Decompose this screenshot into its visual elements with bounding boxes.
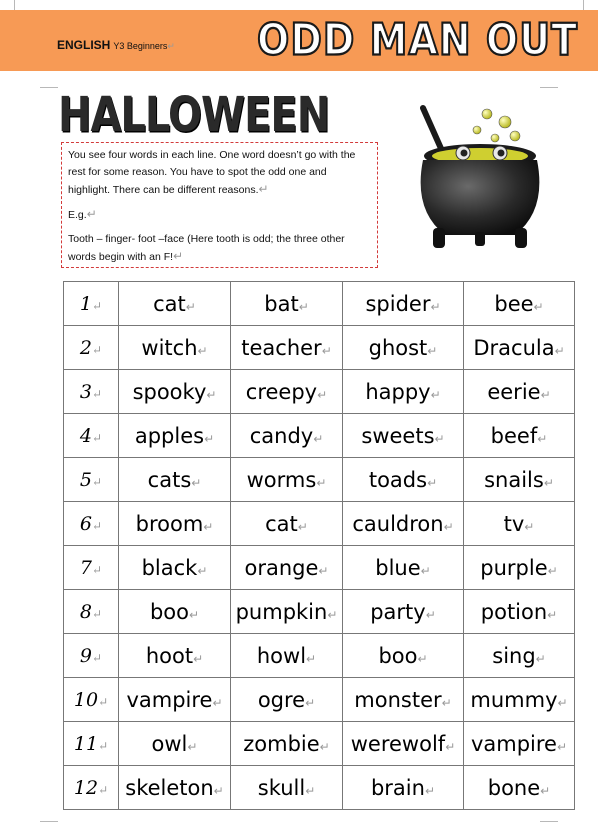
table-row [64,326,575,370]
word-cell[interactable]: toads↵ [343,458,464,502]
word-cell[interactable]: candy↵ [231,414,343,458]
word-cell[interactable]: bee↵ [464,282,575,326]
word-cell[interactable]: pumpkin↵ [231,590,343,634]
row-number: 3↵ [64,370,119,414]
return-mark-icon: ↵ [167,41,175,51]
row-number: 2↵ [64,326,119,370]
word-cell[interactable]: worms↵ [231,458,343,502]
margin-mark-bottom-right [540,821,558,836]
table-row [64,722,575,766]
word-cell[interactable]: vampire↵ [464,722,575,766]
row-number: 7↵ [64,546,119,590]
word-cell[interactable]: brain↵ [343,766,464,810]
row-number: 1↵ [64,282,119,326]
word-cell[interactable]: ogre↵ [231,678,343,722]
table-row [64,546,575,590]
header-title: ODD MAN OUT [257,14,578,65]
row-number: 4↵ [64,414,119,458]
word-cell[interactable]: purple↵ [464,546,575,590]
word-cell[interactable]: broom↵ [119,502,231,546]
margin-mark-bottom-left [40,821,58,836]
word-cell[interactable]: blue↵ [343,546,464,590]
word-cell[interactable]: monster↵ [343,678,464,722]
word-cell[interactable]: cauldron↵ [343,502,464,546]
word-cell[interactable]: beef↵ [464,414,575,458]
header-subject-line [57,36,175,54]
word-cell[interactable]: cat↵ [119,282,231,326]
page-heading: HALLOWEEN [58,88,330,144]
word-cell[interactable]: ghost↵ [343,326,464,370]
word-cell[interactable]: skull↵ [231,766,343,810]
word-cell[interactable]: skeleton↵ [119,766,231,810]
word-cell[interactable]: owl↵ [119,722,231,766]
table-row [64,634,575,678]
row-number: 9↵ [64,634,119,678]
table-row [64,766,575,810]
word-cell[interactable]: bat↵ [231,282,343,326]
word-cell[interactable]: zombie↵ [231,722,343,766]
row-number: 8↵ [64,590,119,634]
word-cell[interactable]: sing↵ [464,634,575,678]
word-cell[interactable]: tv↵ [464,502,575,546]
instructions-example: Tooth – finger- foot –face (Here tooth is odd; the three other words begin with an F!↵ [68,233,345,263]
instructions-eg: E.g.↵ [68,207,97,221]
word-cell[interactable]: werewolf↵ [343,722,464,766]
word-cell[interactable]: vampire↵ [119,678,231,722]
word-cell[interactable]: orange↵ [231,546,343,590]
word-cell[interactable]: potion↵ [464,590,575,634]
word-cell[interactable]: happy↵ [343,370,464,414]
cauldron-icon [405,100,555,260]
word-cell[interactable]: witch↵ [119,326,231,370]
word-cell[interactable]: spooky↵ [119,370,231,414]
row-number: 12↵ [64,766,119,810]
word-cell[interactable]: snails↵ [464,458,575,502]
header-band [0,10,598,71]
word-cell[interactable]: cat↵ [231,502,343,546]
table-row [64,282,575,326]
row-number: 5↵ [64,458,119,502]
word-cell[interactable]: bone↵ [464,766,575,810]
table-row [64,414,575,458]
word-cell[interactable]: party↵ [343,590,464,634]
margin-mark-left [40,87,58,88]
table-row [64,678,575,722]
header-level: Y3 Beginners [113,41,168,51]
instructions-paragraph: You see four words in each line. One word doesn’t go with the rest for some reason. You have to spot the odd one and highlight. There can be different reasons.↵ [68,149,356,196]
word-cell[interactable]: creepy↵ [231,370,343,414]
word-cell[interactable]: cats↵ [119,458,231,502]
word-cell[interactable]: eerie↵ [464,370,575,414]
row-number: 10↵ [64,678,119,722]
table-row [64,502,575,546]
table-row [64,458,575,502]
word-cell[interactable]: black↵ [119,546,231,590]
table-row [64,370,575,414]
word-cell[interactable]: teacher↵ [231,326,343,370]
header-subject: ENGLISH [57,38,111,52]
row-number: 6↵ [64,502,119,546]
instructions-box [61,142,378,268]
word-cell[interactable]: howl↵ [231,634,343,678]
word-cell[interactable]: hoot↵ [119,634,231,678]
word-cell[interactable]: sweets↵ [343,414,464,458]
row-number: 11↵ [64,722,119,766]
word-cell[interactable]: spider↵ [343,282,464,326]
table-row [64,590,575,634]
word-cell[interactable]: apples↵ [119,414,231,458]
margin-mark-right [540,87,558,88]
word-cell[interactable]: boo↵ [343,634,464,678]
word-table [63,281,575,810]
word-cell[interactable]: boo↵ [119,590,231,634]
word-cell[interactable]: Dracula↵ [464,326,575,370]
word-cell[interactable]: mummy↵ [464,678,575,722]
